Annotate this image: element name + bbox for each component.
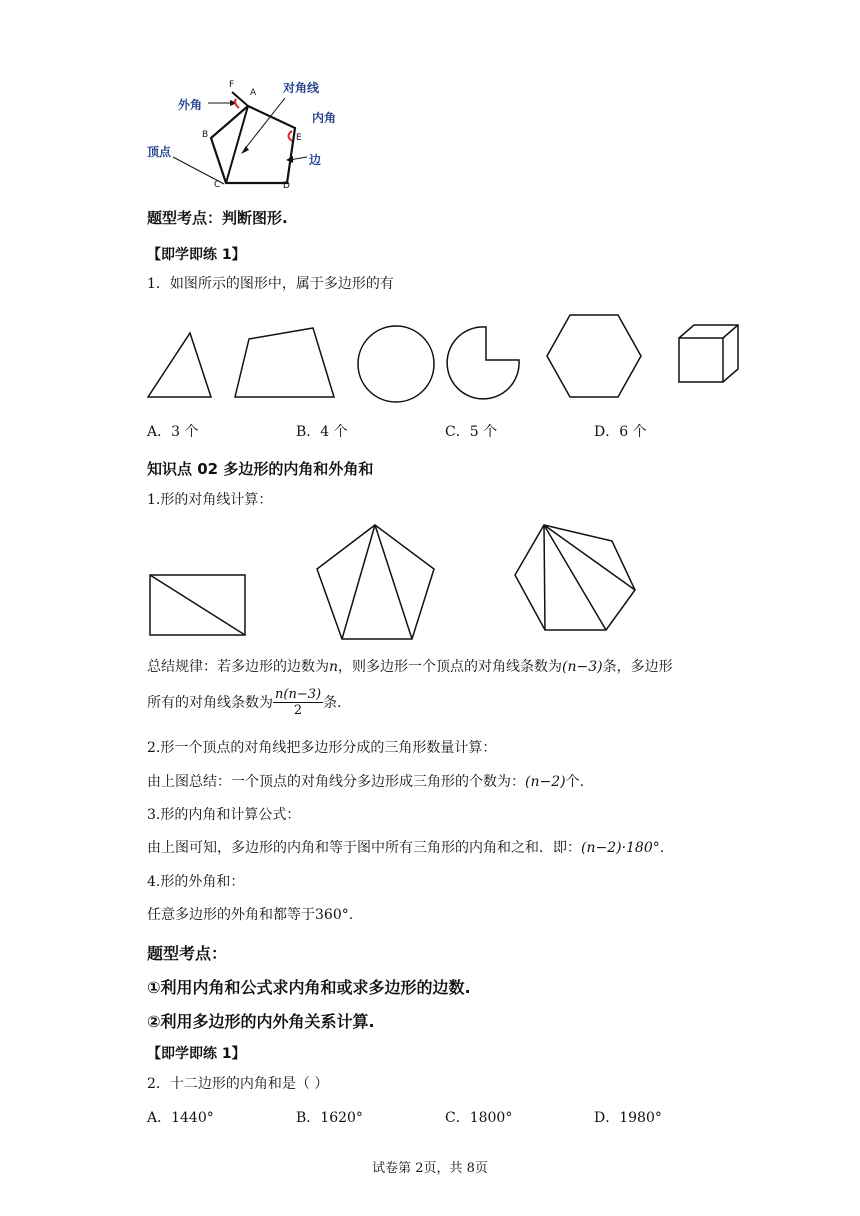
shape-sector <box>447 327 519 399</box>
pentagon-diagram-lines <box>0 0 860 200</box>
q1-option-d: D．6 个 <box>594 424 647 440</box>
item-3-title: 3.形的内角和计算公式： <box>147 807 301 823</box>
item-4-title: 4.形的外角和： <box>147 874 245 890</box>
summary-text-c: 条，多边形 <box>602 659 673 675</box>
exam-point-2: 题型考点： <box>147 944 228 963</box>
vertex-label-c: C <box>214 180 221 190</box>
fraction-denominator: 2 <box>293 703 303 718</box>
q1-option-c: C．5 个 <box>445 424 498 440</box>
item-1-title: 1.形的对角线计算： <box>147 492 273 508</box>
vertex-label-d: D <box>283 181 290 191</box>
shape-circle <box>358 326 434 402</box>
page-footer: 试卷第 2页，共 8页 <box>372 1161 488 1176</box>
q1-shapes-figure <box>0 310 860 400</box>
vertex-label-a: A <box>250 88 257 98</box>
item-3-text <box>147 841 664 855</box>
exam-point-1: 题型考点：判断图形. <box>147 209 288 227</box>
shape-triangle <box>148 333 211 397</box>
item-4-text <box>147 908 353 922</box>
shape-cube <box>679 325 738 382</box>
summary-text-b: ，则多边形一个顶点的对角线条数为 <box>338 659 563 675</box>
item-2-text-body: 由上图总结：一个顶点的对角线分多边形成三角形的个数为： <box>147 774 525 790</box>
vertex-label-f: F <box>229 80 235 90</box>
label-vertex: 顶点 <box>147 145 172 159</box>
item-2-expr: (n−2) <box>525 774 566 790</box>
question-2-stem: 2．十二边形的内角和是（ ） <box>147 1076 329 1092</box>
summary-line-2 <box>147 688 342 717</box>
label-exterior-angle: 外角 <box>178 98 203 112</box>
vertex-label-e: E <box>296 133 302 143</box>
item-4-expr: 360° <box>315 907 349 923</box>
q2-option-d: D．1980° <box>594 1110 662 1126</box>
fraction-numerator: n(n−3) <box>275 687 322 702</box>
item-3-expr: (n−2)·180° <box>581 840 660 856</box>
item-2-text <box>147 775 584 789</box>
summary-var-n: n <box>329 659 339 675</box>
practice-title-2: 【即学即练 1】 <box>147 1046 246 1062</box>
diagonal-figures <box>0 520 860 650</box>
summary-line-1 <box>147 660 673 674</box>
q2-option-a: A．1440° <box>147 1110 214 1126</box>
summary-text-a: 总结规律：若多边形的边数为 <box>147 659 329 675</box>
rectangle-with-diagonal <box>150 575 245 635</box>
item-3-end: . <box>659 840 665 856</box>
q1-option-a: A．3 个 <box>147 424 199 440</box>
item-3-text-body: 由上图可知，多边形的内角和等于图中所有三角形的内角和之和．即： <box>147 840 581 856</box>
exam-point-2a: ①利用内角和公式求内角和或求多边形的边数. <box>147 978 471 997</box>
item-2-unit: 个. <box>565 774 585 790</box>
shape-hexagon <box>547 315 641 397</box>
question-1-stem: 1．如图所示的图形中，属于多边形的有 <box>147 276 394 292</box>
q1-option-b: B．4 个 <box>296 424 348 440</box>
knowledge-point-heading: 知识点 02 多边形的内角和外角和 <box>147 460 374 478</box>
summary-expr-1: (n−3) <box>562 659 603 675</box>
shape-quadrilateral <box>235 328 334 397</box>
summary-text-e: 条. <box>323 694 342 711</box>
item-2-title: 2.形一个顶点的对角线把多边形分成的三角形数量计算： <box>147 740 497 756</box>
label-interior-angle: 内角 <box>312 111 337 125</box>
pentagon-with-diagonals <box>317 525 434 639</box>
item-4-end: . <box>348 907 354 923</box>
q2-option-c: C．1800° <box>445 1110 513 1126</box>
exam-point-2b: ②利用多边形的内外角关系计算. <box>147 1012 375 1031</box>
summary-text-d: 所有的对角线条数为 <box>147 694 273 711</box>
q2-option-b: B．1620° <box>296 1110 363 1126</box>
diagonal-count-fraction <box>273 688 323 717</box>
hexagon-with-diagonals <box>515 525 635 630</box>
item-4-text-body: 任意多边形的外角和都等于 <box>147 907 315 923</box>
label-diagonal: 对角线 <box>283 81 320 95</box>
practice-title-1: 【即学即练 1】 <box>147 247 246 263</box>
label-side: 边 <box>309 153 322 167</box>
vertex-label-b: B <box>202 130 209 140</box>
